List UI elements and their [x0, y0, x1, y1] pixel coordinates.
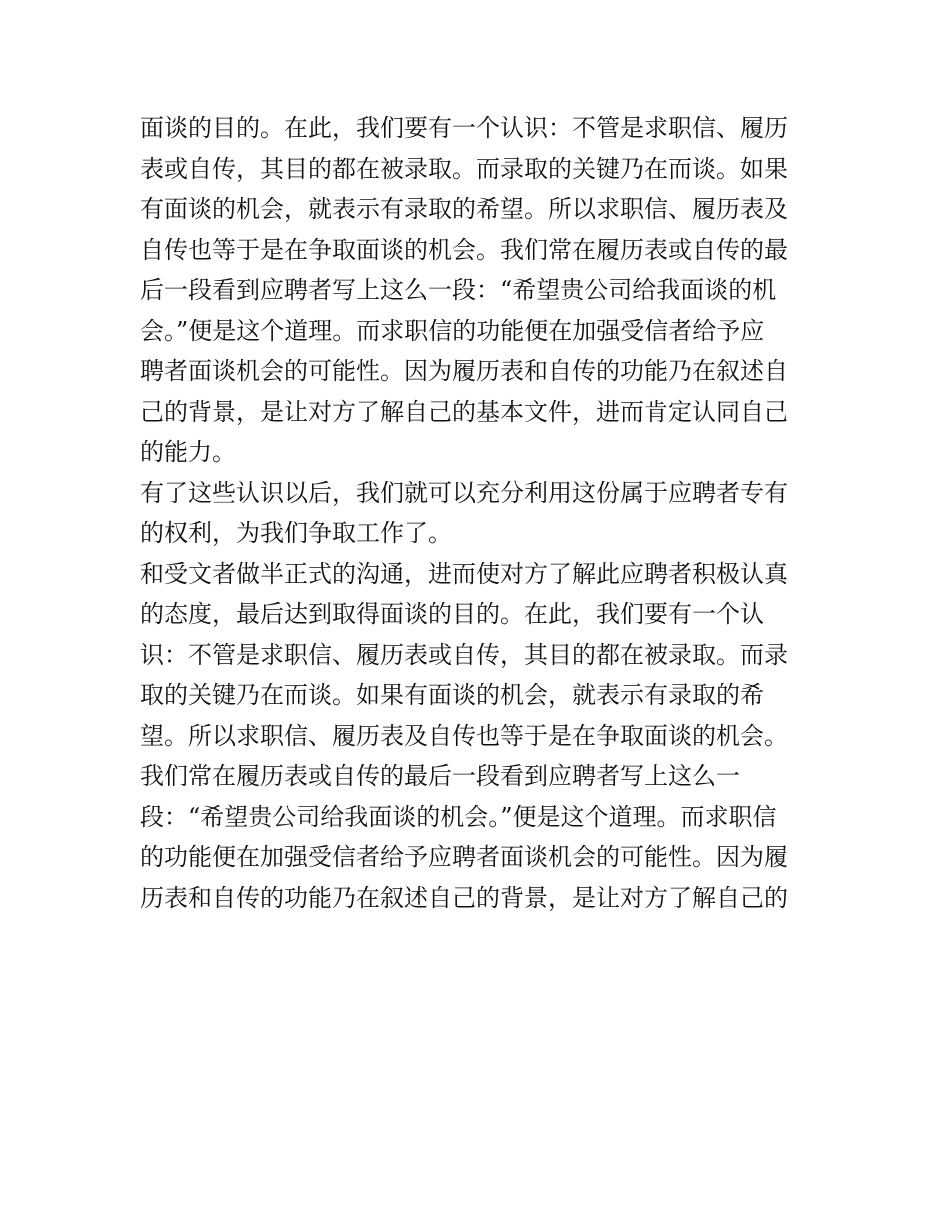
text-line: 面谈的目的。在此，我们要有一个认识：不管是求职信、履历	[140, 114, 788, 142]
text-line: 聘者面谈机会的可能性。因为履历表和自传的功能乃在叙述自	[140, 357, 788, 385]
text-line: 的功能便在加强受信者给予应聘者面谈机会的可能性。因为履	[140, 843, 788, 871]
text-line: 识：不管是求职信、履历表或自传，其目的都在被录取。而录	[140, 640, 788, 669]
text-line: 历表和自传的功能乃在叙述自己的背景，是让对方了解自己的	[140, 883, 788, 912]
text-line: 的权利，为我们争取工作了。	[140, 519, 452, 547]
text-line: 有了这些认识以后，我们就可以充分利用这份属于应聘者专有	[140, 478, 788, 507]
text-line: 的态度，最后达到取得面谈的目的。在此，我们要有一个认	[140, 600, 764, 628]
body-text	[140, 108, 820, 918]
text-line: 己的背景，是让对方了解自己的基本文件，进而肯定认同自己	[140, 397, 788, 426]
text-line: 段：“希望贵公司给我面谈的机会。”便是这个道理。而求职信	[140, 802, 777, 831]
text-line: 会。”便是这个道理。而求职信的功能便在加强受信者给予应	[140, 316, 765, 345]
text-line: 我们常在履历表或自传的最后一段看到应聘者写上这么一	[140, 762, 740, 790]
text-line: 有面谈的机会，就表示有录取的希望。所以求职信、履历表及	[140, 195, 788, 223]
text-line: 后一段看到应聘者写上这么一段：“希望贵公司给我面谈的机	[140, 276, 777, 304]
text-line: 取的关键乃在而谈。如果有面谈的机会，就表示有录取的希	[140, 681, 764, 709]
text-line: 和受文者做半正式的沟通，进而使对方了解此应聘者积极认真	[140, 559, 788, 588]
text-line: 的能力。	[140, 438, 236, 466]
text-line: 望。所以求职信、履历表及自传也等于是在争取面谈的机会。	[140, 721, 788, 750]
text-line: 自传也等于是在争取面谈的机会。我们常在履历表或自传的最	[140, 235, 788, 264]
text-line: 表或自传，其目的都在被录取。而录取的关键乃在而谈。如果	[140, 154, 788, 183]
